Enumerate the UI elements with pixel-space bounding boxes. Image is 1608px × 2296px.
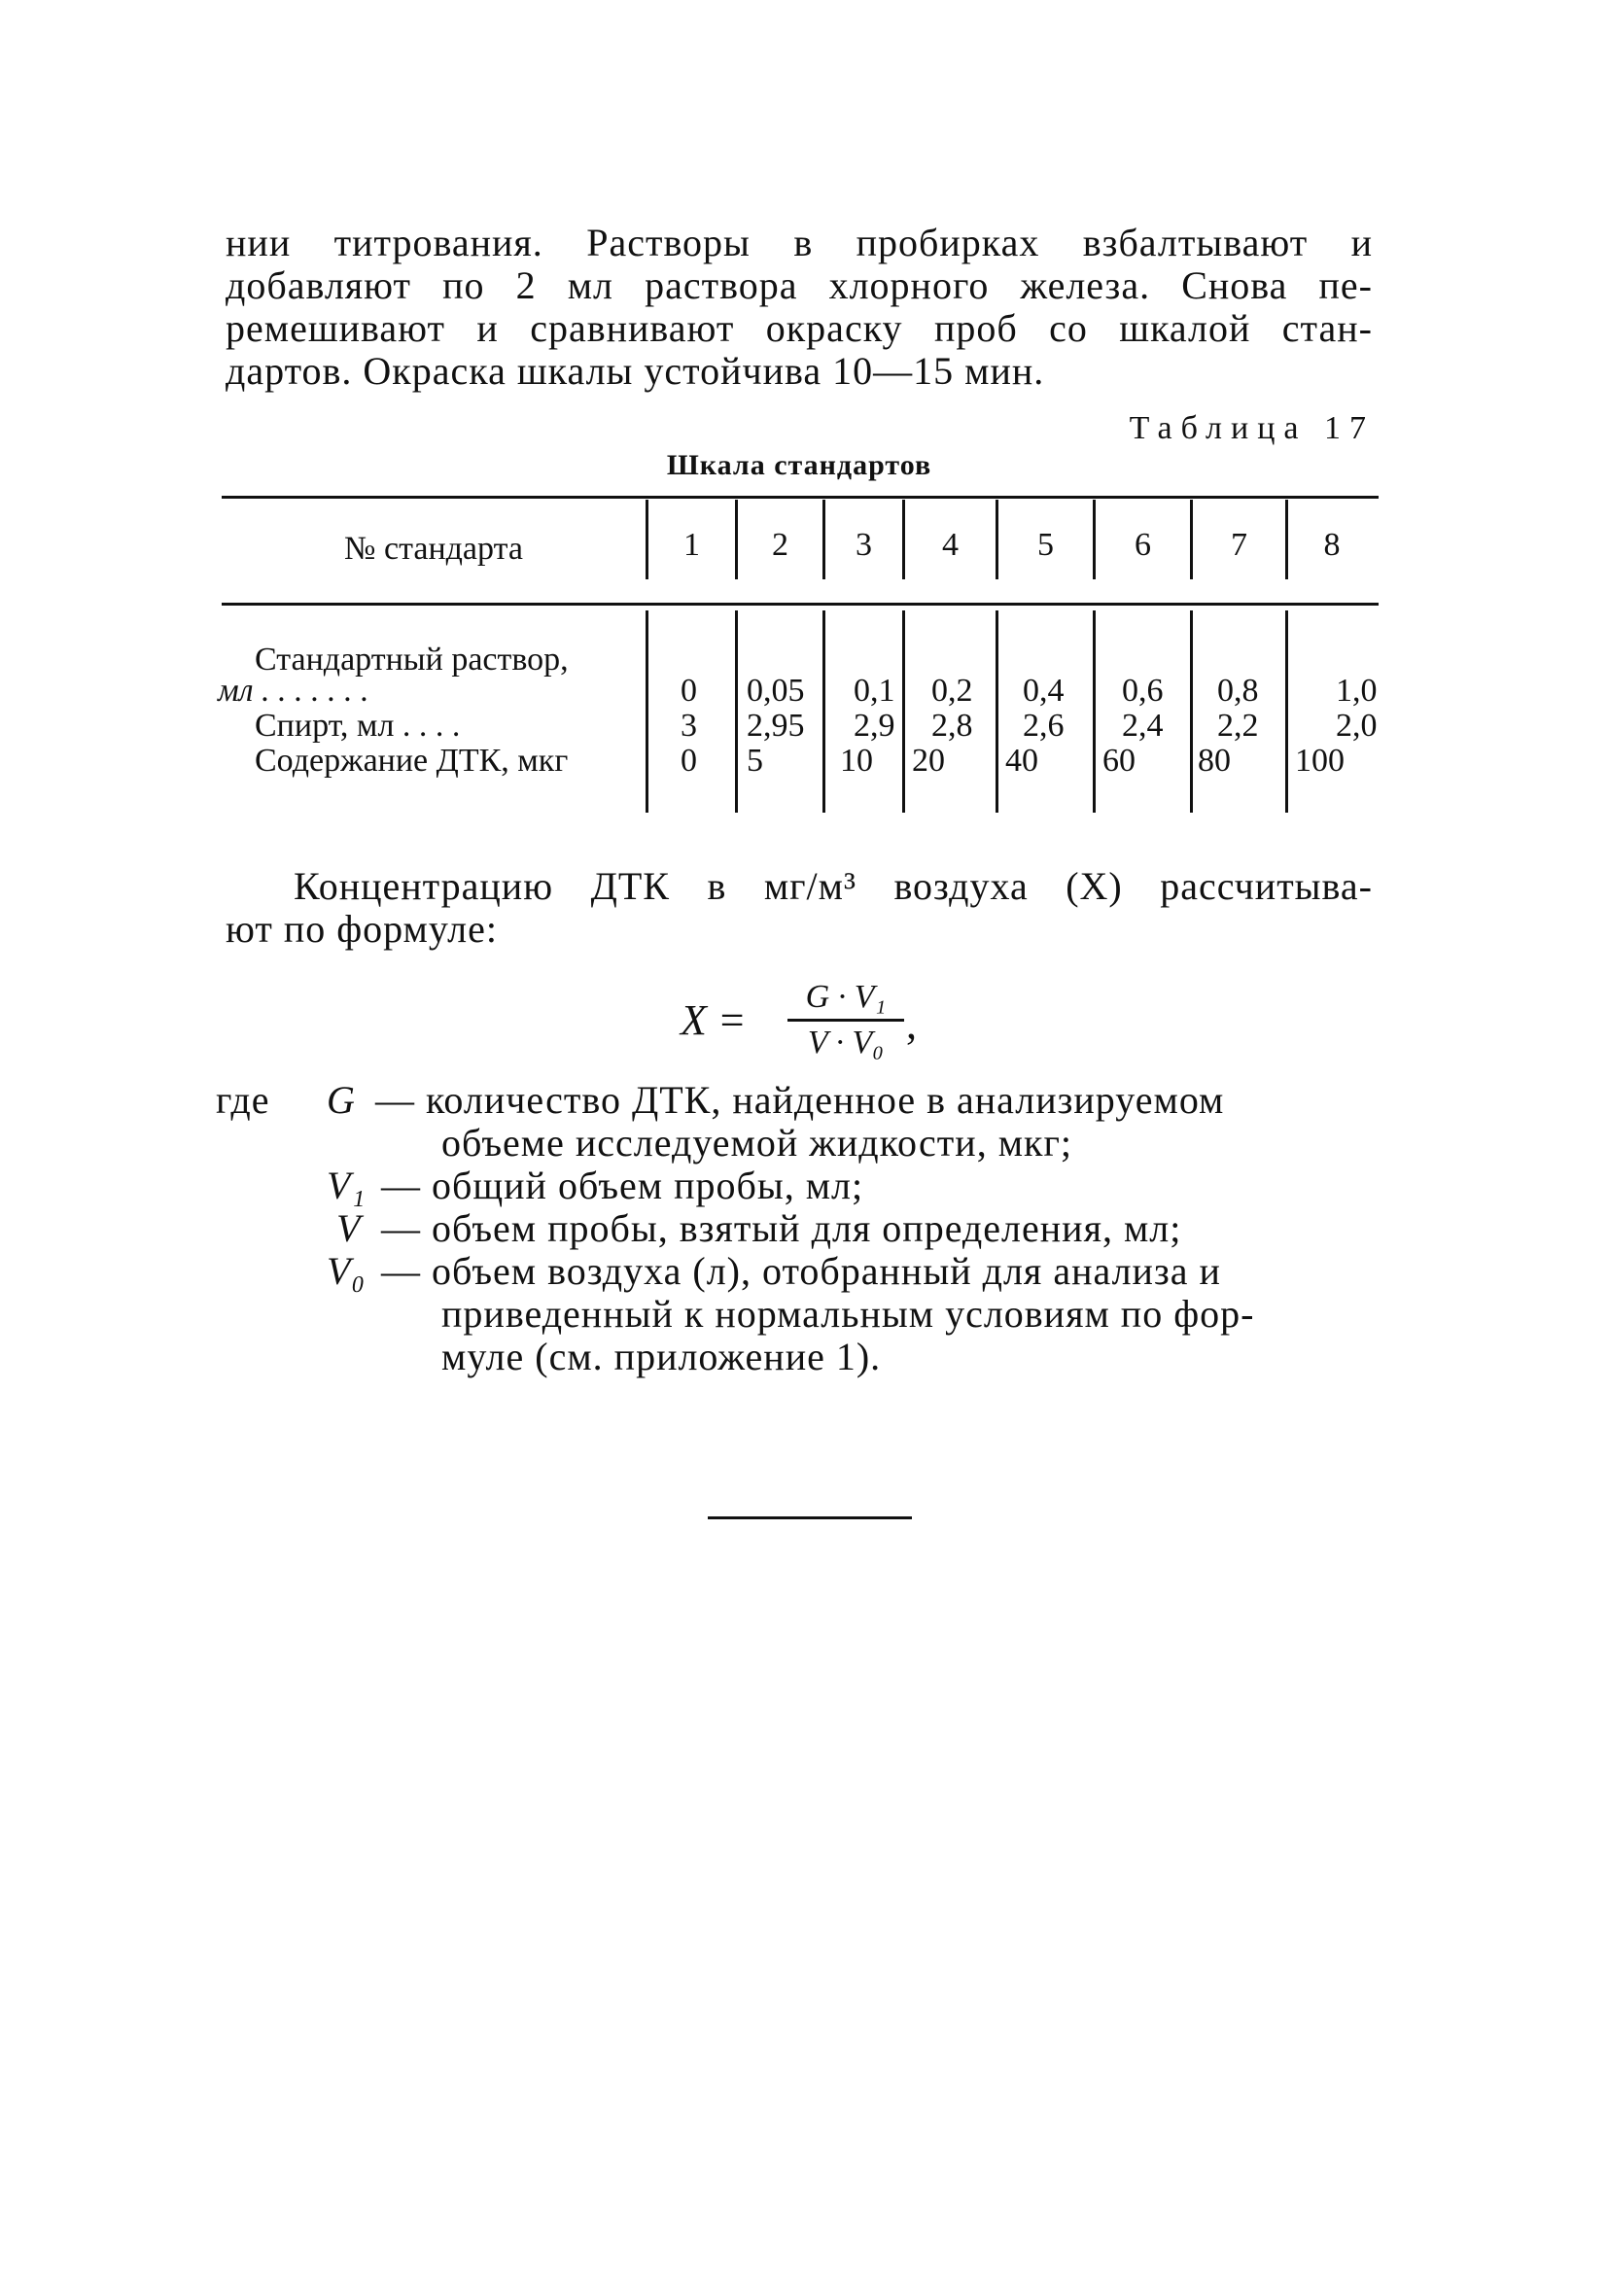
table-cell: 2,9 [854, 708, 895, 744]
table-top-rule [222, 496, 1379, 499]
definition-text: — количество ДТК, найденное в анализируемом [375, 1078, 1225, 1122]
table-cell: 2,8 [931, 708, 973, 744]
definition-text: муле (см. приложение 1). [441, 1335, 882, 1378]
table-header-cell: 8 [1323, 527, 1341, 563]
table-header-cell: 7 [1231, 527, 1247, 563]
table-cell: 40 [1005, 743, 1038, 779]
table-cell: 0,6 [1122, 673, 1164, 709]
table-header-cell: 2 [772, 527, 788, 563]
table-header-cell: 3 [856, 527, 872, 563]
table-cell: 60 [1102, 743, 1136, 779]
definition-symbol: V₁ [327, 1164, 367, 1207]
concentration-line: ют по формуле: [226, 907, 498, 951]
intro-paragraph [226, 222, 1373, 393]
table-cell: 0,1 [854, 673, 895, 709]
table-divider [902, 610, 905, 813]
table-divider [1285, 610, 1288, 813]
table-cell: 10 [840, 743, 873, 779]
table-cell: 2,4 [1122, 708, 1164, 744]
table-cell: 2,0 [1336, 708, 1378, 744]
table-header-cell: 4 [942, 527, 959, 563]
table-cell: 0 [681, 743, 697, 779]
formula-fraction [787, 978, 904, 1062]
definition-text: — общий объем пробы, мл; [381, 1164, 864, 1207]
table-cell: 2,95 [747, 708, 805, 744]
table-cell: 2,2 [1217, 708, 1259, 744]
formula-tail: , [906, 1000, 917, 1048]
formula-numerator: G · V₁ [805, 979, 887, 1015]
definition-symbol: V₀ [327, 1249, 367, 1293]
table-cell: 0,2 [931, 673, 973, 709]
table-header-cell: 6 [1135, 527, 1151, 563]
row-label: Стандартный раствор, [255, 642, 569, 678]
table-divider [735, 610, 738, 813]
table-divider [646, 610, 648, 813]
concentration-paragraph [226, 865, 1373, 951]
table-cell: 1,0 [1336, 673, 1378, 709]
intro-line: нии титрования. Растворы в пробирках взбалтывают и [226, 221, 1373, 264]
concentration-line: Концентрацию ДТК в мг/м³ воздуха (X) рассчитыва- [294, 864, 1373, 908]
intro-line: дартов. Окраска шкалы устойчива 10—15 мин. [226, 349, 1045, 393]
definition-symbol: G [327, 1078, 356, 1122]
definition-text: — объем воздуха (л), отобранный для анализа и [381, 1249, 1221, 1293]
row-label: Спирт, мл . . . . [255, 708, 461, 744]
table-header-cell: 1 [683, 527, 700, 563]
definitions-where: где [216, 1078, 270, 1122]
table-header-label: № стандарта [344, 531, 523, 567]
table-title: Шкала стандартов [666, 449, 932, 481]
definition-text: — объем пробы, взятый для определения, мл; [381, 1206, 1182, 1250]
intro-line: ремешивают и сравнивают окраску проб со шкалой стан- [226, 306, 1373, 350]
section-separator [708, 1516, 912, 1519]
table-divider [996, 610, 998, 813]
table-cell: 0,05 [747, 673, 805, 709]
formula-denominator: V · V₀ [807, 1025, 885, 1061]
table-header-cell: 5 [1037, 527, 1054, 563]
definition-symbol: V [336, 1206, 362, 1250]
intro-line: добавляют по 2 мл раствора хлорного железа. Снова пе- [226, 263, 1373, 307]
table-divider [1190, 610, 1193, 813]
table-cell: 100 [1295, 743, 1345, 779]
table-cell: 0,4 [1023, 673, 1065, 709]
table-cell: 80 [1198, 743, 1231, 779]
table-header-rule [222, 603, 1379, 606]
table-number-label: Таблица 17 [1129, 410, 1375, 446]
table-divider [1093, 610, 1096, 813]
row-label: Содержание ДТК, мкг [255, 743, 569, 779]
formula-lhs: X = [681, 996, 747, 1044]
table-cell: 3 [681, 708, 697, 744]
table-cell: 0,8 [1217, 673, 1259, 709]
table-cell: 20 [912, 743, 945, 779]
definition-text: приведенный к нормальным условиям по фор- [441, 1292, 1255, 1336]
table-cell: 2,6 [1023, 708, 1065, 744]
table-cell: 5 [747, 743, 763, 779]
table-cell: 0 [681, 673, 697, 709]
row-label: мл . . . . . . . [218, 673, 369, 709]
definition-text: объеме исследуемой жидкости, мкг; [441, 1121, 1072, 1165]
fraction-bar [787, 1019, 904, 1022]
table-divider [822, 610, 825, 813]
